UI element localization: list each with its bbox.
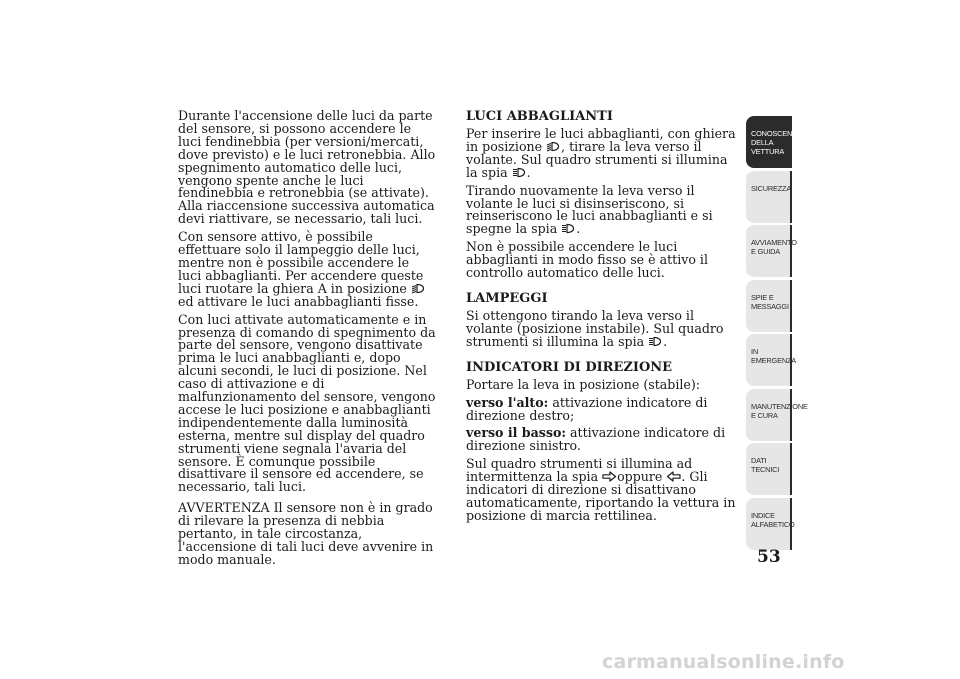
text: oppure — [617, 469, 663, 485]
tab-dati-tecnici[interactable]: DATI TECNICI — [746, 443, 792, 495]
high-beam-icon — [648, 336, 663, 347]
text: Per inserire le luci abbaglianti, con ghiera in posizione — [466, 126, 736, 154]
text: attivazione indicatore di direzione sinistro. — [466, 425, 726, 454]
tab-avviamento-e-guida[interactable]: AVVIAMENTO E GUIDA — [746, 225, 792, 277]
section-heading-indicatori-di-direzione: INDICATORI DI DIREZIONE — [466, 359, 673, 375]
text: Con sensore attivo, è possibile effettuare solo il lampeggio delle luci, mentre non è possibile accendere le luci abbaglianti. Per accendere queste luci ruotare la ghiera A in posizione — [178, 229, 424, 296]
high-beam-icon — [561, 223, 576, 234]
paragraph: Portare la leva in posizione (stabile): — [466, 376, 701, 392]
paragraph — [178, 231, 436, 308]
paragraph — [466, 307, 741, 349]
text: Si ottengono tirando la leva verso il volante (posizione instabile). Sul quadro strumenti si illumina la spia — [466, 307, 724, 349]
bold-label: verso il basso: — [466, 425, 566, 441]
left-column — [178, 110, 436, 572]
paragraph — [466, 128, 741, 180]
tab-indice-alfabetico[interactable]: INDICE ALFABETICO — [746, 498, 792, 550]
text: Tirando nuovamente la leva verso il volante le luci si disinseriscono, si reinseriscono le luci anabbaglianti e si spegne la spia — [466, 182, 713, 237]
watermark: carmanualsonline.info — [602, 651, 845, 673]
text: Sul quadro strumenti si illumina ad intermittenza la spia — [466, 456, 693, 485]
section-heading-lampeggi: LAMPEGGI — [466, 290, 548, 306]
low-beam-icon — [546, 141, 561, 152]
paragraph — [466, 458, 741, 523]
tab-spie-e-messaggi[interactable]: SPIE E MESSAGGI — [746, 280, 792, 332]
tab-in-emergenza[interactable]: IN EMERGENZA — [746, 334, 792, 386]
bold-label: verso l'alto: — [466, 394, 549, 410]
paragraph: Non è possibile accendere le luci abbaglianti in modo fisso se è attivo il controllo automatico delle luci. — [466, 239, 708, 281]
paragraph: Con luci attivate automaticamente e in presenza di comando di spegnimento da parte del sensore, vengono disattivate prima le luci anabbaglianti e, dopo alcuni secondi, le luci di posizione. Nel caso di attivazione e di malfunzionamento del sensore, vengono accese le luci posizione e anabbaglianti indipendentemente dalla luminosità esterna, mentre sul display del quadro strumenti viene segnala l'avaria del sensore. È comunque possibile disattivare il sensore ed accendere, se necessario, tali luci. — [178, 311, 436, 495]
right-column — [466, 110, 741, 528]
tab-manutenzione-e-cura[interactable]: MANUTENZIONE E CURA — [746, 389, 792, 441]
text: , tirare la leva verso il volante. Sul quadro strumenti si illumina la spia — [466, 138, 728, 180]
text: attivazione indicatore di direzione destro; — [466, 394, 708, 423]
high-beam-icon — [512, 167, 527, 178]
paragraph — [466, 427, 741, 453]
paragraph — [466, 394, 741, 423]
paragraph: Durante l'accensione delle luci da parte del sensore, si possono accendere le luci fendinebbia (per versioni/mercati, dove previsto) e le luci retronebbia. Allo spegnimento automatico delle luci, vengono spente anche le luci fendinebbia e retronebbia (se attivate). Alla riaccensione successiva automatica devi riattivare, se necessario, tali luci. — [178, 108, 436, 227]
page-number: 53 — [757, 547, 781, 567]
text: . — [576, 221, 581, 237]
text: . — [663, 333, 668, 349]
tab-sicurezza[interactable]: SICUREZZA — [746, 171, 792, 223]
paragraph — [466, 182, 741, 237]
warning-paragraph: AVVERTENZA Il sensore non è in grado di rilevare la presenza di nebbia pertanto, in tale circostanza, l'accensione di tali luci deve avvenire in modo manuale. — [178, 500, 434, 567]
text: . — [526, 164, 531, 180]
tab-conoscenza-della-vettura[interactable]: CONOSCENZA DELLA VETTURA — [746, 116, 792, 168]
text: . Gli indicatori di direzione si disattivano automaticamente, riportando la vettura in posizione di marcia rettilinea. — [466, 469, 736, 523]
text: ed attivare le luci anabbaglianti fisse. — [178, 293, 419, 309]
turn-left-icon — [666, 471, 681, 482]
section-heading-luci-abbaglianti: LUCI ABBAGLIANTI — [466, 109, 613, 124]
turn-right-icon — [602, 471, 617, 482]
chapter-sidebar — [746, 116, 808, 552]
low-beam-icon — [411, 283, 426, 294]
